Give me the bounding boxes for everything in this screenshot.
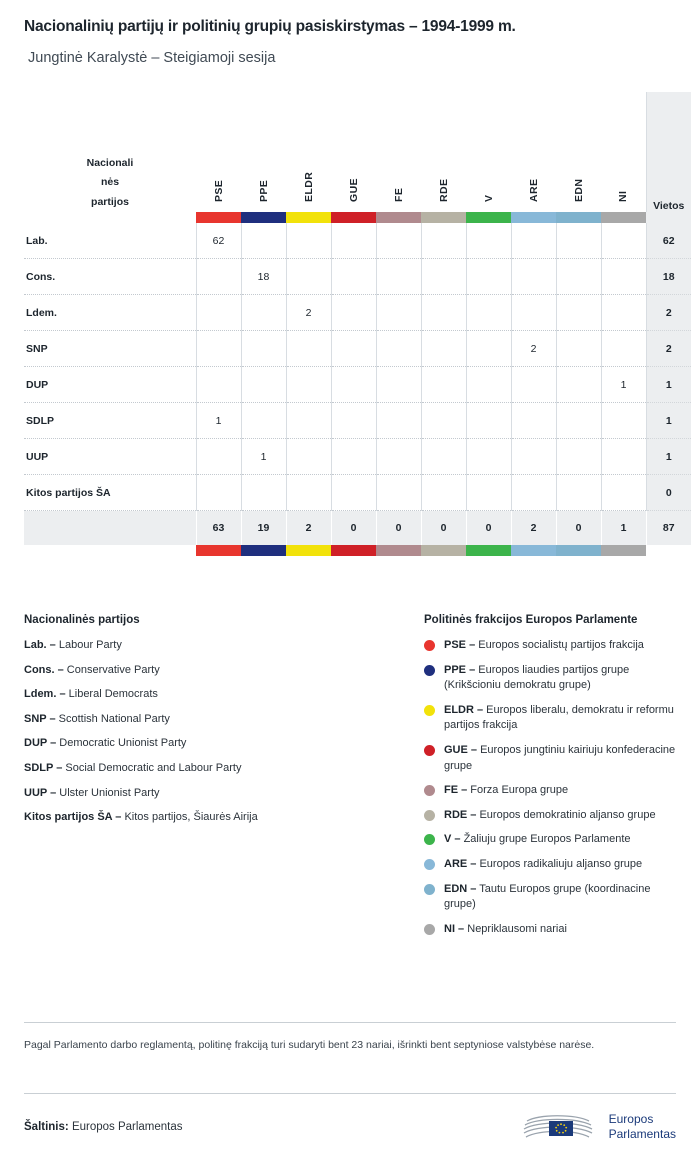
strip-top-are [511,212,556,223]
cell-ppe [241,331,286,367]
party-name: Scottish National Party [55,712,170,725]
group-name: Europos liaudies partijos grupe (Krikšcioniu demokratu grupe) [444,663,630,692]
cell-fe [376,223,421,259]
strip-top-gue [331,212,376,223]
cell-edn [556,439,601,475]
group-text [444,783,568,799]
group-abbr: EDN – [444,882,477,895]
row-seats: 2 [646,295,691,331]
color-strip-row-bottom [24,545,691,556]
strip-top-edn [556,212,601,223]
political-group-item [424,808,676,824]
cell-rde [421,475,466,511]
column-header-rde [421,92,466,212]
color-swatch [286,212,331,223]
cell-ni [601,259,646,295]
corner-line-1: Nacionali [86,156,134,169]
strip-spacer [24,212,196,223]
strip-bottom-edn [556,545,601,556]
cell-pse [196,331,241,367]
legend-national-title: Nacionalinės partijos [24,614,140,626]
source-section [24,1093,676,1144]
cell-pse [196,367,241,403]
group-text [444,638,644,654]
cell-v [466,475,511,511]
cell-ppe [241,295,286,331]
cell-ni [601,439,646,475]
national-party-item [24,712,424,728]
column-header-label: GUE [347,178,360,202]
group-color-dot-icon [424,640,435,651]
column-header-label: ELDR [302,171,315,202]
color-swatch [376,545,421,556]
cell-pse [196,259,241,295]
cell-rde [421,367,466,403]
party-name: Labour Party [55,639,122,651]
totals-row [24,511,691,546]
table-row [24,403,691,439]
footnote-section [24,1022,676,1053]
cell-fe [376,475,421,511]
cell-v [466,259,511,295]
political-group-item [424,832,676,848]
national-party-item [24,761,424,777]
column-header-label: ARE [527,178,540,202]
party-abbr: SNP – [24,712,56,725]
row-label: Cons. [24,259,196,295]
row-seats: 18 [646,259,691,295]
strip-bottom-ppe [241,545,286,556]
cell-gue [331,439,376,475]
national-party-item [24,687,424,703]
cell-v [466,367,511,403]
party-name: Conservative Party [63,663,160,676]
group-text [444,663,676,694]
total-rde: 0 [421,511,466,546]
total-fe: 0 [376,511,421,546]
cell-fe [376,259,421,295]
strip-bottom-v [466,545,511,556]
group-name: Nepriklausomi nariai [464,922,567,935]
cell-v [466,439,511,475]
table-row [24,223,691,259]
column-header-label: V [482,194,495,202]
cell-eldr [286,223,331,259]
color-swatch [601,545,646,556]
cell-v [466,295,511,331]
group-text [444,922,567,938]
cell-are [511,439,556,475]
color-swatch [286,545,331,556]
row-label: SNP [24,331,196,367]
group-color-dot-icon [424,859,435,870]
political-group-item [424,663,676,694]
political-group-item [424,783,676,799]
total-eldr: 2 [286,511,331,546]
legend [24,614,676,947]
party-name: Liberal Democrats [65,688,158,701]
column-header-pse [196,92,241,212]
group-text [444,808,656,824]
cell-eldr [286,367,331,403]
group-text [444,703,676,734]
ep-flag-icon [523,1110,601,1144]
strip-top-ni [601,212,646,223]
group-name: Europos jungtiniu kairiuju konfederacine grupe [444,744,676,772]
political-group-item [424,857,676,873]
legend-groups-title: Politinės frakcijos Europos Parlamente [424,614,638,626]
group-color-dot-icon [424,810,435,821]
cell-rde [421,259,466,295]
party-abbr: Kitos partijos ŠA – [24,811,122,824]
table-row [24,331,691,367]
cell-fe [376,295,421,331]
strip-bottom-rde [421,545,466,556]
group-abbr: ARE – [444,858,477,871]
strip-top-ppe [241,212,286,223]
color-swatch [196,545,241,556]
group-abbr: ELDR – [444,703,484,716]
group-abbr: FE – [444,784,468,797]
color-swatch [556,212,601,223]
party-name: Democratic Unionist Party [56,737,187,750]
total-seats: 87 [646,511,691,546]
political-group-item [424,743,676,774]
corner-header [24,92,196,212]
cell-gue [331,475,376,511]
group-name: Žaliuju grupe Europos Parlamente [460,833,631,846]
cell-pse [196,439,241,475]
column-header-gue [331,92,376,212]
cell-edn [556,331,601,367]
cell-gue [331,223,376,259]
table-row [24,259,691,295]
row-label: Lab. [24,223,196,259]
column-header-are [511,92,556,212]
group-abbr: PPE – [444,663,476,676]
strip-bottom-eldr [286,545,331,556]
party-name: Ulster Unionist Party [56,786,160,799]
strip-seat-bottom [646,545,691,556]
matrix-table [24,92,691,556]
legend-national-parties [24,614,424,947]
ep-logo-text [609,1112,676,1141]
cell-pse [196,295,241,331]
source-line [24,1121,183,1133]
seats-header [646,92,691,212]
color-swatch [241,545,286,556]
national-party-item [24,810,424,826]
ep-logo-line-2: Parlamentas [608,1127,676,1141]
column-header-label: RDE [437,178,450,202]
cell-edn [556,403,601,439]
total-v: 0 [466,511,511,546]
national-party-item [24,638,424,654]
cell-gue [331,403,376,439]
cell-ni [601,403,646,439]
cell-ppe: 1 [241,439,286,475]
color-swatch [241,212,286,223]
party-abbr: UUP – [24,786,57,799]
color-swatch [511,545,556,556]
color-swatch [196,212,241,223]
strip-top-v [466,212,511,223]
cell-are [511,295,556,331]
group-color-dot-icon [424,785,435,796]
row-seats: 2 [646,331,691,367]
cell-fe [376,331,421,367]
cell-edn [556,223,601,259]
color-swatch [466,212,511,223]
cell-gue [331,367,376,403]
cell-fe [376,403,421,439]
political-group-item [424,922,676,938]
color-swatch [601,212,646,223]
cell-edn [556,475,601,511]
strip-spacer-bottom [24,545,196,556]
color-strip-row-top [24,212,691,223]
color-swatch [466,545,511,556]
strip-top-pse [196,212,241,223]
national-party-item [24,786,424,802]
total-edn: 0 [556,511,601,546]
cell-edn [556,367,601,403]
table-head [24,92,691,223]
group-name: Europos radikaliuju aljanso grupe [476,858,643,871]
group-abbr: RDE – [444,808,477,821]
row-label: Kitos partijos ŠA [24,475,196,511]
group-text [444,832,631,848]
group-name: Europos socialistų partijos frakcija [475,639,644,651]
table-foot [24,545,691,556]
row-seats: 62 [646,223,691,259]
cell-gue [331,295,376,331]
table-row [24,439,691,475]
group-abbr: GUE – [444,744,478,757]
group-color-dot-icon [424,745,435,756]
group-text [444,743,676,774]
cell-rde [421,223,466,259]
column-header-label: NI [617,190,630,202]
party-abbr: SDLP – [24,762,63,775]
cell-rde [421,439,466,475]
party-abbr: Cons. – [24,663,64,676]
cell-eldr [286,439,331,475]
source-value: Europos Parlamentas [71,1121,183,1133]
page-title: Nacionalinių partijų ir politinių grupių pasiskirstymas – 1994-1999 m. [24,18,516,35]
cell-ni [601,475,646,511]
group-color-dot-icon [424,665,435,676]
group-abbr: PSE – [444,639,476,651]
row-seats: 1 [646,403,691,439]
group-color-dot-icon [424,924,435,935]
total-gue: 0 [331,511,376,546]
group-abbr: V – [444,833,461,846]
cell-edn [556,295,601,331]
corner-line-2: nės [100,176,120,189]
cell-v [466,223,511,259]
cell-are [511,403,556,439]
column-header-ni [601,92,646,212]
cell-are [511,475,556,511]
column-header-fe [376,92,421,212]
total-ni: 1 [601,511,646,546]
column-header-eldr [286,92,331,212]
cell-are [511,259,556,295]
cell-gue [331,259,376,295]
party-abbr: Ldem. – [24,688,66,701]
total-pse: 63 [196,511,241,546]
column-header-row [24,92,691,212]
color-swatch [376,212,421,223]
color-swatch [421,545,466,556]
group-name: Europos liberalu, demokratu ir reformu partijos frakcija [444,703,674,732]
cell-ppe [241,475,286,511]
header [24,0,676,66]
column-header-label: PPE [257,179,270,202]
column-header-edn [556,92,601,212]
cell-ni [601,331,646,367]
cell-pse: 62 [196,223,241,259]
party-abbr: Lab. – [24,639,56,651]
cell-pse [196,475,241,511]
row-label: SDLP [24,403,196,439]
footnote-text: Pagal Parlamento darbo reglamentą, politinę frakciją turi sudaryti bent 23 nariai, išrinkti bent septyniose valstybėse narėse. [24,1039,595,1051]
cell-eldr [286,331,331,367]
party-name: Social Democratic and Labour Party [62,762,242,775]
cell-pse: 1 [196,403,241,439]
cell-ni: 1 [601,367,646,403]
table-row [24,295,691,331]
table-row [24,367,691,403]
strip-bottom-ni [601,545,646,556]
row-seats: 1 [646,439,691,475]
column-header-label: FE [392,187,405,202]
cell-eldr [286,403,331,439]
row-seats: 1 [646,367,691,403]
strip-seat-top [646,212,691,223]
cell-v [466,403,511,439]
strip-top-eldr [286,212,331,223]
cell-ppe [241,223,286,259]
party-abbr: DUP – [24,737,57,750]
strip-bottom-are [511,545,556,556]
political-group-item [424,703,676,734]
row-label: UUP [24,439,196,475]
cell-are [511,367,556,403]
cell-rde [421,295,466,331]
color-swatch [331,212,376,223]
group-name: Tautu Europos grupe (koordinacine grupe) [444,882,651,911]
national-party-item [24,736,424,752]
strip-bottom-fe [376,545,421,556]
cell-are: 2 [511,331,556,367]
cell-are [511,223,556,259]
european-parliament-logo [523,1110,676,1144]
strip-top-rde [421,212,466,223]
cell-ppe: 18 [241,259,286,295]
cell-rde [421,331,466,367]
cell-ppe [241,367,286,403]
totals-label [24,511,196,546]
group-text [444,882,676,913]
source-label: Šaltinis: [24,1121,69,1133]
group-color-dot-icon [424,705,435,716]
strip-bottom-pse [196,545,241,556]
column-header-label: EDN [572,178,585,202]
cell-eldr [286,259,331,295]
total-ppe: 19 [241,511,286,546]
seat-distribution-table [24,92,685,556]
group-color-dot-icon [424,834,435,845]
cell-ni [601,223,646,259]
group-name: Forza Europa grupe [467,784,569,797]
table-body [24,223,691,545]
page-subtitle: Jungtinė Karalystė – Steigiamoji sesija [28,50,276,66]
seats-header-label: Vietos [653,200,685,212]
strip-top-fe [376,212,421,223]
corner-line-3: partijos [91,195,129,208]
cell-eldr [286,475,331,511]
ep-logo-line-1: Europos [608,1112,654,1127]
group-color-dot-icon [424,884,435,895]
column-header-ppe [241,92,286,212]
color-swatch [511,212,556,223]
color-swatch [331,545,376,556]
table-row [24,475,691,511]
cell-fe [376,367,421,403]
row-label: Ldem. [24,295,196,331]
cell-rde [421,403,466,439]
group-abbr: NI – [444,922,465,935]
cell-v [466,331,511,367]
party-name: Kitos partijos, Šiaurės Airija [121,811,258,824]
cell-fe [376,439,421,475]
legend-political-groups [424,614,676,947]
color-swatch [421,212,466,223]
cell-gue [331,331,376,367]
row-seats: 0 [646,475,691,511]
column-header-v [466,92,511,212]
cell-edn [556,259,601,295]
political-group-item [424,882,676,913]
political-group-item [424,638,676,654]
column-header-label: PSE [212,179,225,202]
strip-bottom-gue [331,545,376,556]
row-label: DUP [24,367,196,403]
color-swatch [556,545,601,556]
cell-ppe [241,403,286,439]
national-party-item [24,663,424,679]
group-name: Europos demokratinio aljanso grupe [476,808,656,821]
total-are: 2 [511,511,556,546]
group-text [444,857,642,873]
cell-ni [601,295,646,331]
cell-eldr: 2 [286,295,331,331]
